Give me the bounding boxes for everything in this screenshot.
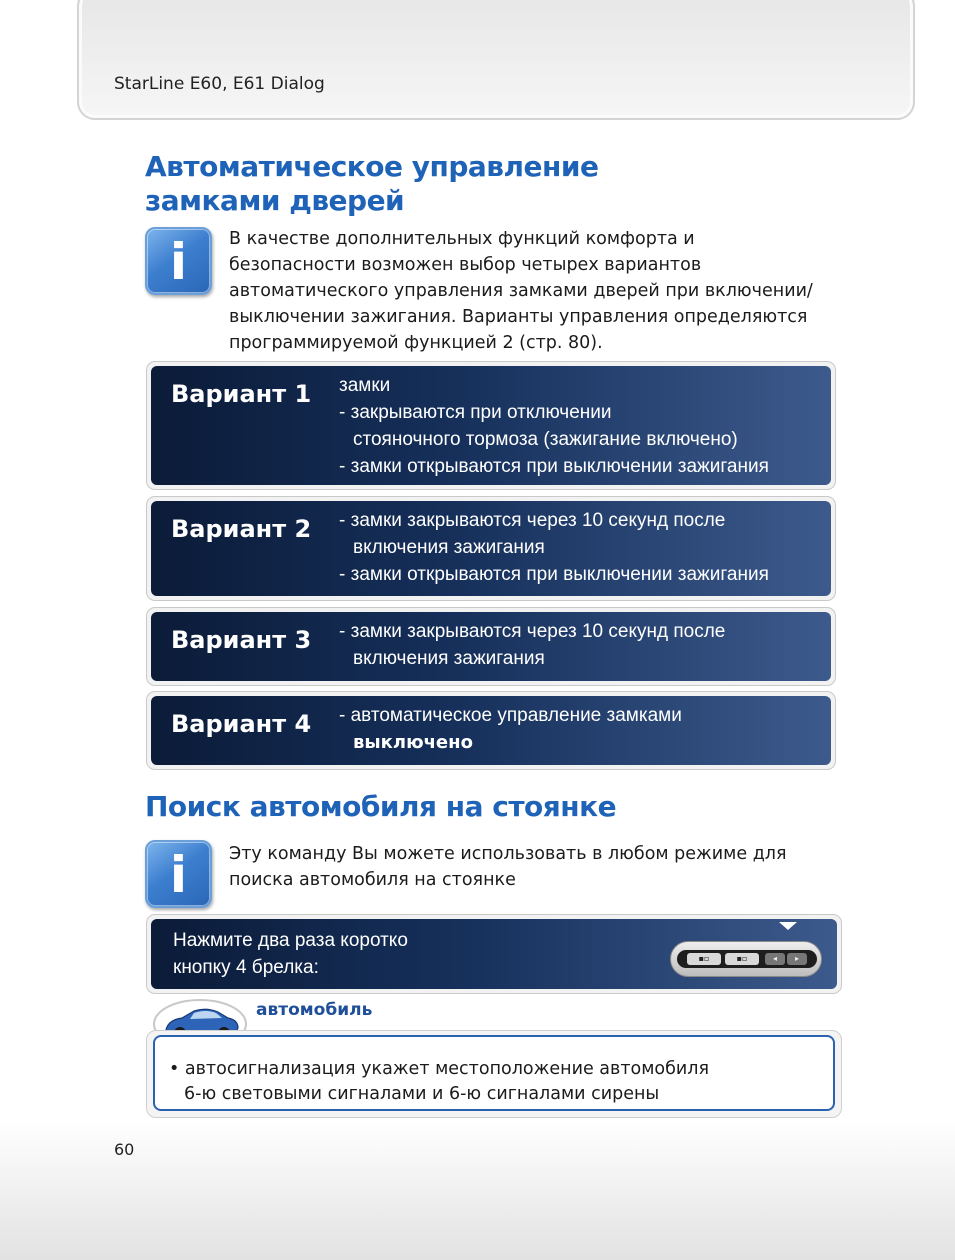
- car-label: автомобиль: [256, 1000, 373, 1020]
- variant-4-panel: [146, 691, 836, 770]
- variant-line: - замки закрываются через 10 секунд после: [339, 621, 726, 642]
- variant-description: [339, 507, 769, 588]
- variant-line: стояночного тормоза (зажигание включено): [353, 429, 738, 450]
- info-line: Эту команду Вы можете использовать в любом режиме для: [229, 844, 787, 864]
- info-line: поиска автомобиля на стоянке: [229, 870, 516, 890]
- variant-description: [339, 702, 682, 756]
- info-text-car-search: [229, 841, 787, 893]
- variant-label: Вариант 1: [171, 380, 312, 408]
- variant-line: - автоматическое управление замками: [339, 705, 682, 726]
- variant-3-panel: [146, 607, 836, 686]
- info-line: безопасности возможен выбор четырех вариантов: [229, 255, 702, 275]
- info-line: автоматического управления замками дверей при включении/: [229, 281, 813, 301]
- variant-description: [339, 618, 725, 672]
- page-number: 60: [114, 1140, 135, 1159]
- press-line: Нажмите два раза коротко: [173, 930, 408, 951]
- fob-button-lock-icon: ▪▫: [687, 953, 721, 965]
- variant-line: - закрываются при отключении: [339, 402, 612, 423]
- variant-line: - замки закрываются через 10 секунд после: [339, 510, 726, 531]
- press-line: кнопку 4 брелка:: [173, 957, 319, 978]
- variant-label: Вариант 3: [171, 626, 312, 654]
- info-icon: i: [145, 840, 212, 908]
- result-text: [169, 1057, 709, 1107]
- fob-button-left-icon: ◂: [765, 953, 785, 965]
- variant-line: - замки открываются при выключении зажигания: [339, 564, 769, 585]
- variant-line: включения зажигания: [353, 537, 545, 558]
- info-line: выключении зажигания. Варианты управления определяются: [229, 307, 808, 327]
- title-line: замками дверей: [145, 184, 405, 217]
- variant-label: Вариант 4: [171, 710, 312, 738]
- variant-2-panel: [146, 496, 836, 601]
- press-instruction-text: [173, 927, 408, 981]
- document-title: StarLine E60, E61 Dialog: [114, 74, 325, 94]
- variant-label: Вариант 2: [171, 515, 312, 543]
- result-panel: [146, 1030, 842, 1118]
- variant-line-bold: выключено: [353, 732, 473, 753]
- section-title-car-search: Поиск автомобиля на стоянке: [145, 790, 617, 823]
- info-line: В качестве дополнительных функций комфорта и: [229, 229, 695, 249]
- variant-line: - замки открываются при выключении зажигания: [339, 456, 769, 477]
- fob-button-right-icon: ▸: [787, 953, 807, 965]
- result-line: • автосигнализация укажет местоположение автомобиля: [169, 1059, 710, 1079]
- variant-line: включения зажигания: [353, 648, 545, 669]
- result-line: 6-ю световыми сигналами и 6-ю сигналами сирены: [184, 1084, 660, 1104]
- variant-1-panel: [146, 361, 836, 490]
- fob-button-unlock-icon: ▪▫: [725, 953, 759, 965]
- press-instruction-panel: [146, 914, 842, 994]
- header-panel: [77, 0, 915, 120]
- press-arrow-icon: [779, 922, 797, 930]
- info-text-door-locks: [229, 226, 813, 356]
- title-line: Автоматическое управление: [145, 150, 599, 183]
- variant-line: замки: [339, 375, 391, 396]
- section-title-door-locks: [145, 150, 598, 218]
- info-icon: i: [145, 227, 212, 295]
- info-line: программируемой функцией 2 (стр. 80).: [229, 333, 603, 353]
- variant-description: [339, 372, 769, 480]
- key-fob-icon: [670, 941, 822, 977]
